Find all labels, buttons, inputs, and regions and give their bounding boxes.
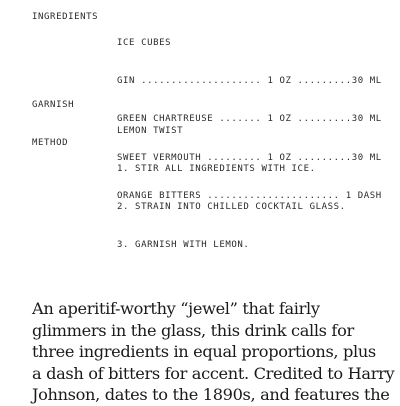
method-step: 3. GARNISH WITH LEMON. [117, 240, 250, 251]
description-paragraph [32, 298, 395, 406]
ingredient-line: SWEET VERMOUTH ......... 1 OZ .........30 ML [117, 152, 382, 163]
garnish-label: GARNISH [32, 100, 75, 110]
ingredient-line: ORANGE BITTERS ...................... 1 DASH [117, 191, 382, 202]
method-label: METHOD [32, 138, 69, 148]
ingredient-line: GREEN CHARTREUSE ....... 1 OZ .........30 ML [117, 114, 382, 125]
ingredient-line: ICE CUBES [117, 37, 172, 48]
description-line: Johnson, dates to the 1890s, and features the [32, 385, 390, 404]
garnish-section [0, 99, 400, 137]
ingredients-label: INGREDIENTS [32, 12, 99, 22]
description-line: glimmers in the glass, this drink calls for [32, 320, 354, 340]
garnish-text: LEMON TWIST [117, 125, 184, 136]
description-line: a dash of bitters for accent. Credited to Harry [32, 363, 395, 383]
description-line: three ingredients in equal proportions, plus [32, 342, 376, 361]
method-step: 2. STRAIN INTO CHILLED COCKTAIL GLASS. [117, 201, 346, 212]
ingredient-line: GIN .................... 1 OZ .........30 ML [117, 75, 382, 86]
method-step: 1. STIR ALL INGREDIENTS WITH ICE. [117, 163, 316, 174]
description-line: An aperitif-worthy “jewel” that fairly [32, 299, 320, 318]
method-steps [117, 137, 346, 278]
